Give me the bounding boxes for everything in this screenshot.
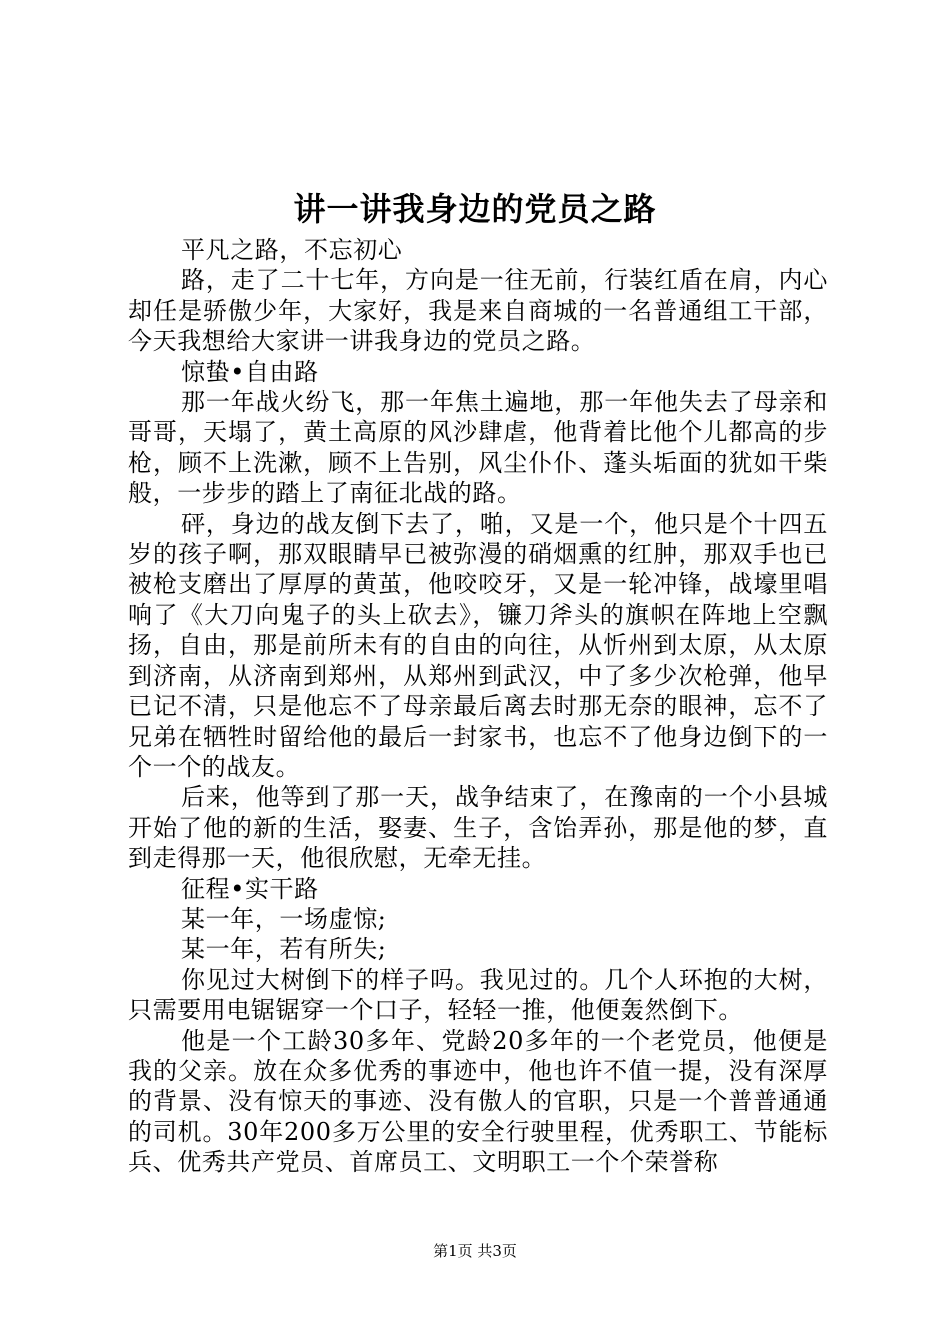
- section-heading: 征程•实干路: [181, 874, 319, 903]
- paragraph: 后来，他等到了那一天，战争结束了，在豫南的一个小县城开始了他的新的生活，娶妻、生子，含饴弄孙，那是他的梦，直到走得那一天，他很欣慰，无牵无挂。: [128, 783, 828, 873]
- paragraph: 他是一个工龄30多年、党龄20多年的一个老党员，他便是我的父亲。放在众多优秀的事迹中，他也许不值一提，没有深厚的背景、没有惊天的事迹、没有傲人的官职，只是一个普普通通的司机。30年200多万公里的安全行驶里程，优秀职工、节能标兵、优秀共产党员、首席员工、文明职工一个个荣誉称: [128, 1026, 828, 1177]
- page-footer: 第1页 共3页: [433, 1242, 517, 1260]
- document-body: [128, 235, 828, 1178]
- paragraph: 某一年，若有所失;: [181, 935, 387, 964]
- paragraph: 那一年战火纷飞，那一年焦土遍地，那一年他失去了母亲和哥哥，天塌了，黄土高原的风沙肆虐，他背着比他个儿都高的步枪，顾不上洗漱，顾不上告别，风尘仆仆、蓬头垢面的犹如干柴般，一步步的踏上了南征北战的路。: [128, 388, 828, 508]
- paragraph: 路，走了二十七年，方向是一往无前，行装红盾在肩，内心却任是骄傲少年，大家好，我是来自商城的一名普通组工干部，今天我想给大家讲一讲我身边的党员之路。: [128, 266, 828, 356]
- section-heading: 平凡之路，不忘初心: [181, 236, 403, 264]
- paragraph: 砰，身边的战友倒下去了，啪，又是一个，他只是个十四五岁的孩子啊，那双眼睛早已被弥漫的硝烟熏的红肿，那双手也已被枪支磨出了厚厚的黄茧，他咬咬牙，又是一轮冲锋，战壕里唱响了《大刀向鬼子的头上砍去》，镰刀斧头的旗帜在阵地上空飘扬，自由，那是前所未有的自由的向往，从忻州到太原，从太原到济南，从济南到郑州，从郑州到武汉，中了多少次枪弹，他早已记不清，只是他忘不了母亲最后离去时那无奈的眼神，忘不了兄弟在牺牲时留给他的最后一封家书，也忘不了他身边倒下的一个一个的战友。: [128, 509, 828, 781]
- section-heading: 惊蛰•自由路: [181, 357, 319, 386]
- document-title: 讲一讲我身边的党员之路: [293, 190, 657, 228]
- paragraph: 某一年，一场虚惊;: [181, 904, 387, 933]
- paragraph: 你见过大树倒下的样子吗。我见过的。几个人环抱的大树，只需要用电锯锯穿一个口子，轻轻一推，他便轰然倒下。: [128, 965, 828, 1025]
